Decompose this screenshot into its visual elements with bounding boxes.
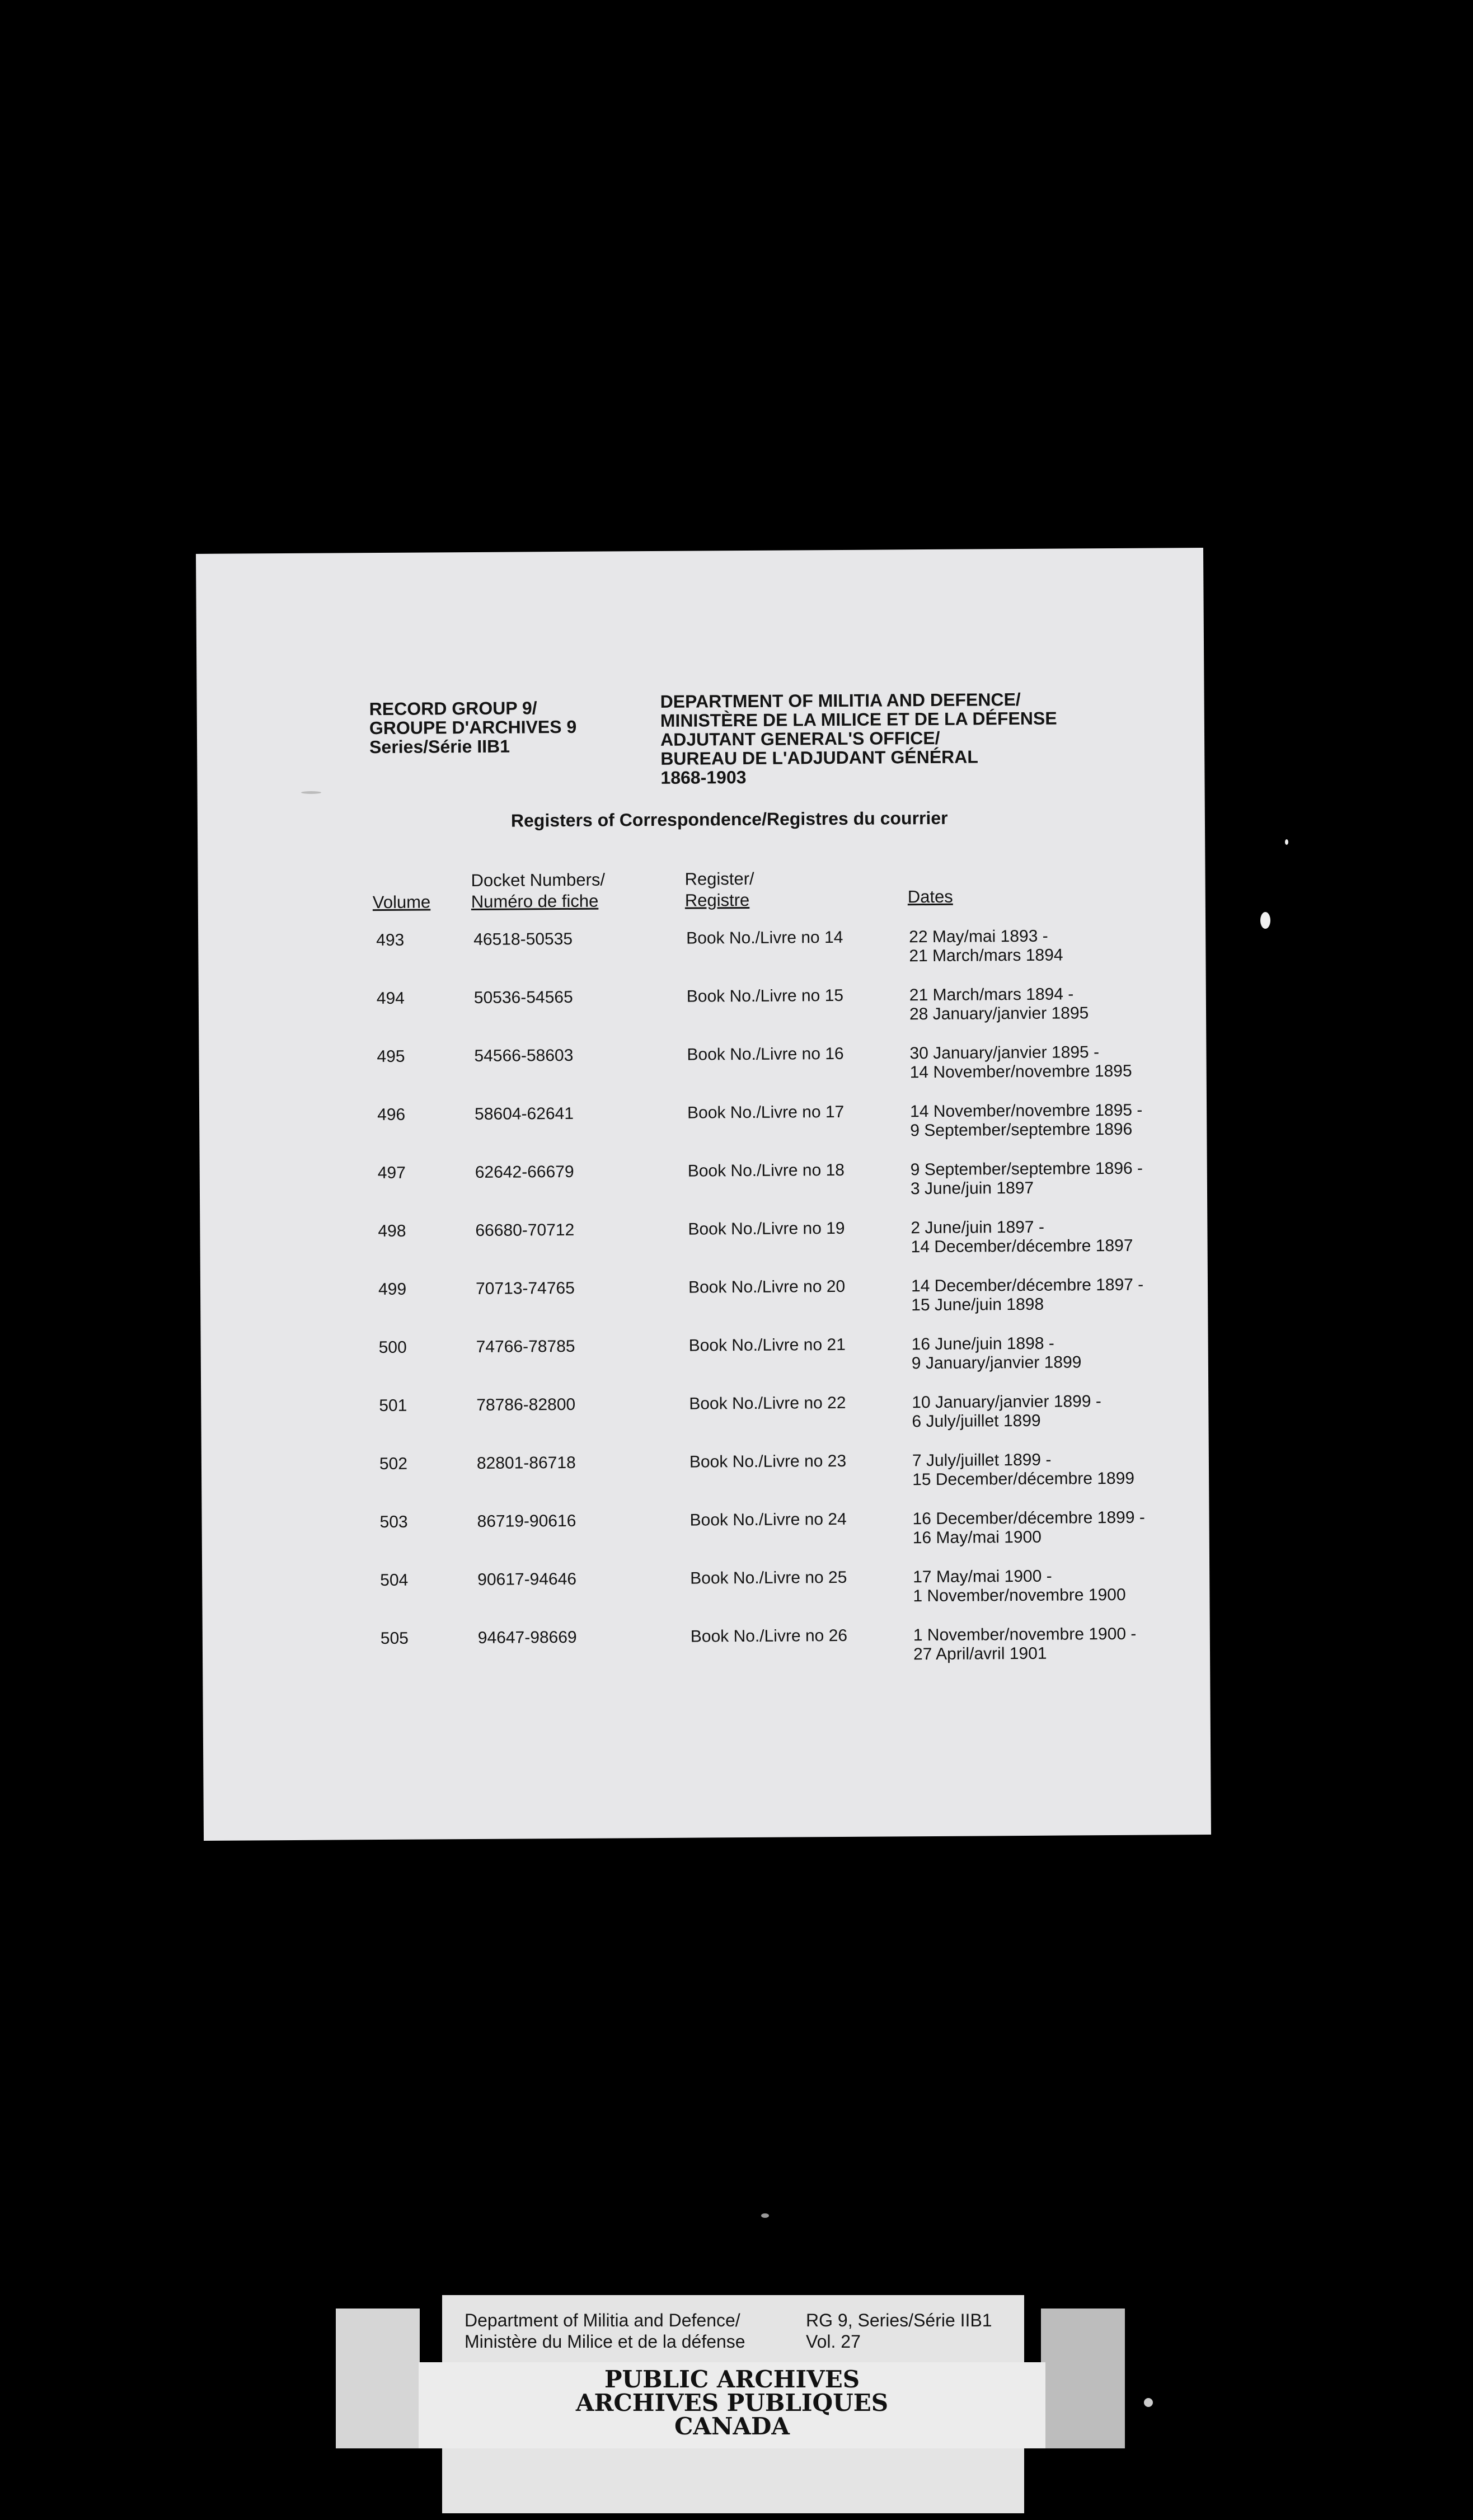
public-archives-stamp [419,2368,1045,2438]
register-cell: Book No./Livre no 16 [687,1044,844,1064]
table-row [199,984,1207,1049]
volume-cell: 495 [377,1047,405,1066]
document-subtitle: Registers of Correspondence/Registres du courrier [510,807,948,831]
dates-cell [911,1276,1144,1315]
dates-header-text: Dates [907,886,953,907]
docket-cell: 82801-86718 [476,1453,576,1473]
date-to: 9 September/septembre 1896 [910,1120,1133,1140]
table-row [201,1333,1209,1398]
date-to: 6 July/juillet 1899 [912,1411,1041,1431]
dates-cell [909,1043,1132,1082]
dates-cell [909,985,1089,1024]
docket-cell: 90617-94646 [477,1569,577,1589]
dates-cell [913,1567,1126,1606]
register-cell: Book No./Livre no 17 [687,1102,845,1122]
volume-cell: 494 [376,989,405,1008]
scan-speck [1144,2398,1153,2407]
register-header-line-1: Register/ [684,868,754,889]
table-row [202,1566,1210,1630]
table-row [201,1508,1209,1572]
register-cell: Book No./Livre no 22 [689,1393,846,1413]
stamp-line-2: ARCHIVES PUBLIQUES [575,2389,889,2416]
column-header-volume [373,891,431,913]
volume-cell: 496 [377,1105,406,1125]
register-cell: Book No./Livre no 21 [688,1335,846,1355]
register-cell: Book No./Livre no 23 [689,1451,847,1471]
dates-cell [912,1392,1101,1431]
volume-cell: 493 [376,930,405,950]
docket-cell: 74766-78785 [476,1337,575,1356]
label-ref: RG 9, Series/Série IIB1 [806,2310,992,2330]
stamp-line-1: PUBLIC ARCHIVES [604,2366,860,2393]
table-row [201,1450,1209,1514]
table-row [200,1275,1208,1339]
docket-cell: 94647-98669 [477,1628,577,1647]
document-page [196,548,1211,1841]
label-department [465,2310,745,2352]
date-to: 27 April/avril 1901 [913,1644,1047,1664]
docket-cell: 70713-74765 [475,1278,575,1298]
table-row [201,1391,1209,1456]
register-cell: Book No./Livre no 25 [690,1568,847,1588]
department-header [660,690,1058,787]
tape-right [1041,2309,1125,2448]
volume-cell: 504 [380,1571,409,1590]
scan-speck [1260,912,1270,929]
date-from: 22 May/mai 1893 - [909,927,1048,947]
date-to: 9 January/janvier 1899 [911,1353,1082,1373]
stamp-line-3: CANADA [674,2413,790,2440]
date-from: 16 December/décembre 1899 - [912,1508,1145,1529]
tape-left [336,2309,420,2448]
dates-cell [909,927,1063,966]
date-from: 14 December/décembre 1897 - [911,1275,1144,1296]
date-from: 17 May/mai 1900 - [913,1567,1052,1587]
volume-cell: 500 [378,1338,407,1357]
date-from: 21 March/mars 1894 - [909,985,1074,1005]
volume-cell: 503 [379,1512,408,1532]
column-header-docket [471,869,605,913]
date-from: 30 January/janvier 1895 - [909,1043,1100,1063]
register-cell: Book No./Livre no 15 [686,986,844,1006]
date-from: 7 July/juillet 1899 - [912,1450,1052,1470]
docket-header-line-1: Docket Numbers/ [471,869,606,891]
register-table [198,926,1210,1689]
header-left-line-2: GROUPE D'ARCHIVES 9 [369,716,577,739]
register-cell: Book No./Livre no 26 [690,1626,848,1646]
docket-cell: 62642-66679 [475,1162,574,1182]
header-left-line-3: Series/Série IIB1 [369,736,510,758]
date-to: 15 December/décembre 1899 [912,1469,1135,1489]
date-to: 16 May/mai 1900 [912,1527,1042,1548]
date-from: 10 January/janvier 1899 - [912,1392,1101,1412]
column-header-dates [908,886,953,908]
docket-cell: 66680-70712 [475,1220,575,1240]
scan-speck [761,2213,769,2218]
table-row [198,926,1206,990]
label-dept-en: Department of Militia and Defence/ [465,2310,740,2330]
scan-speck [301,791,321,794]
volume-header-text: Volume [372,892,431,913]
table-row [200,1217,1208,1281]
date-to: 1 November/novembre 1900 [913,1585,1126,1606]
table-row [199,1042,1207,1107]
volume-cell: 498 [378,1221,406,1241]
dates-cell [912,1334,1082,1373]
date-to: 15 June/juin 1898 [911,1295,1044,1315]
dates-cell [911,1159,1143,1199]
docket-cell: 50536-54565 [473,988,573,1007]
docket-cell: 58604-62641 [475,1104,574,1123]
table-row [199,1101,1207,1165]
date-from: 16 June/juin 1898 - [911,1334,1054,1354]
header-right-line-4: BUREAU DE L'ADJUDANT GÉNÉRAL [660,746,978,769]
volume-cell: 499 [378,1280,407,1299]
table-row [200,1159,1208,1223]
register-cell: Book No./Livre no 19 [688,1219,845,1239]
register-cell: Book No./Livre no 20 [688,1277,846,1297]
label-reference [806,2310,992,2352]
dates-cell [912,1450,1134,1489]
date-from: 14 November/novembre 1895 - [910,1101,1143,1121]
dates-cell [912,1508,1145,1548]
dates-cell [913,1625,1137,1664]
date-to: 14 November/novembre 1895 [909,1061,1132,1082]
volume-cell: 501 [379,1396,407,1416]
register-cell: Book No./Livre no 14 [686,928,843,948]
date-from: 9 September/septembre 1896 - [910,1159,1143,1179]
date-to: 21 March/mars 1894 [909,946,1063,966]
label-vol: Vol. 27 [806,2331,861,2352]
date-to: 28 January/janvier 1895 [909,1004,1089,1024]
dates-cell [911,1217,1133,1257]
register-header-line-2: Registre [684,890,750,910]
record-group-header [369,698,577,756]
docket-cell: 78786-82800 [476,1395,576,1414]
column-header-register [684,868,754,911]
date-to: 14 December/décembre 1897 [911,1236,1133,1257]
docket-cell: 54566-58603 [474,1046,574,1065]
volume-cell: 497 [377,1163,406,1183]
register-cell: Book No./Livre no 24 [689,1510,847,1530]
docket-cell: 46518-50535 [473,929,573,949]
volume-cell: 502 [379,1454,408,1474]
register-cell: Book No./Livre no 18 [687,1160,845,1181]
date-to: 3 June/juin 1897 [910,1178,1034,1198]
volume-cell: 505 [380,1629,409,1648]
dates-cell [910,1101,1143,1141]
header-right-line-2: MINISTÈRE DE LA MILICE ET DE LA DÉFENSE [660,708,1057,731]
docket-cell: 86719-90616 [477,1511,576,1531]
date-from: 1 November/novembre 1900 - [913,1624,1137,1645]
date-from: 2 June/juin 1897 - [911,1217,1044,1238]
scan-speck [1285,839,1288,845]
table-row [203,1624,1211,1689]
header-right-line-1: DEPARTMENT OF MILITIA AND DEFENCE/ [660,689,1021,712]
header-right-line-3: ADJUTANT GENERAL'S OFFICE/ [660,727,940,750]
label-dept-fr: Ministère du Milice et de la défense [465,2331,745,2352]
docket-header-line-2: Numéro de fiche [471,891,599,912]
header-left-line-1: RECORD GROUP 9/ [369,698,537,720]
header-right-line-5: 1868-1903 [660,767,747,788]
